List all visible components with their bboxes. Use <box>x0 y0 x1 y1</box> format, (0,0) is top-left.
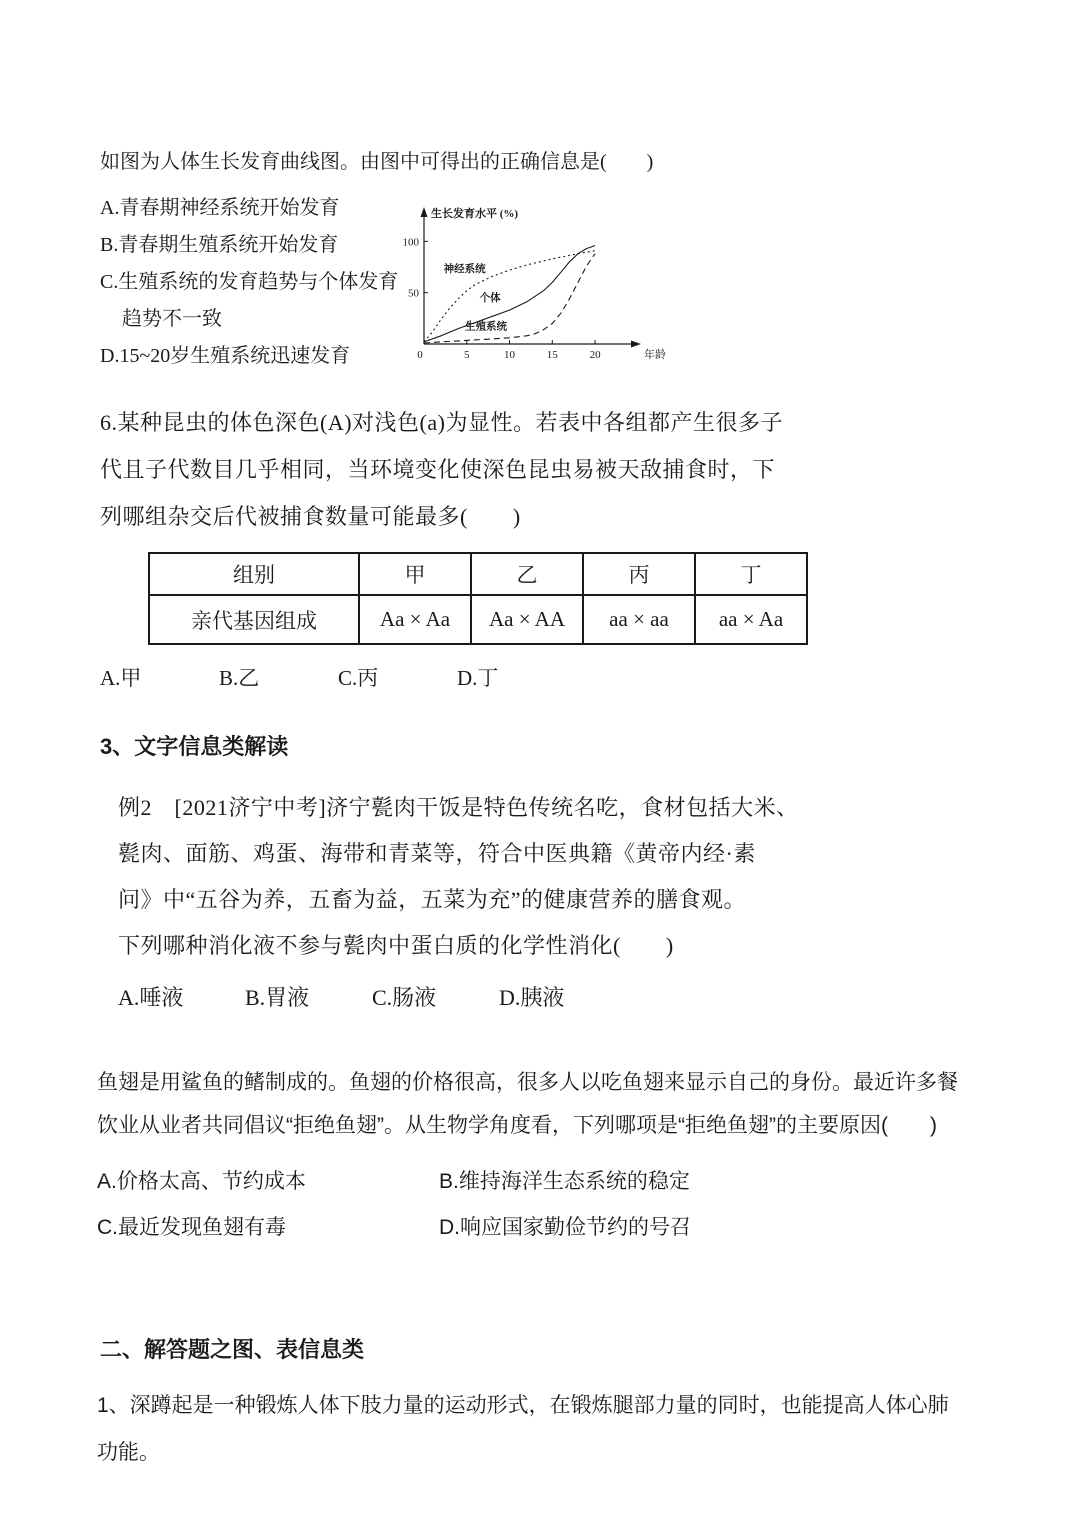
sharkfin-answer-option: D.响应国家勤俭节约的号召 <box>439 1216 691 1239</box>
chart-wrap <box>390 204 682 381</box>
example2-answer-option: C.肠液 <box>372 985 437 1010</box>
example2-line: 例2 [2021济宁中考]济宁甏肉干饭是特色传统名吃，食材包括大米、 <box>118 795 799 820</box>
example2-line: 下列哪种消化液不参与甏肉中蛋白质的化学性消化( ) <box>118 933 674 958</box>
table-cell: Aa × AA <box>471 595 583 644</box>
sharkfin-answer-grid <box>97 1159 990 1251</box>
cross-table <box>148 552 808 645</box>
q6-answer-option: C.丙 <box>338 666 379 690</box>
svg-text:生殖系统: 生殖系统 <box>465 321 508 333</box>
svg-text:个体: 个体 <box>479 292 501 304</box>
q6-answer-option: D.丁 <box>457 666 499 690</box>
svg-text:0: 0 <box>417 349 423 361</box>
table-header-cell: 丙 <box>583 553 695 595</box>
sharkfin-answer-option: C.最近发现鱼翅有毒 <box>97 1216 286 1239</box>
q6-answer-option: A.甲 <box>100 666 142 690</box>
q5-options <box>100 190 399 375</box>
sharkfin-line: 饮业从业者共同倡议“拒绝鱼翅”。从生物学角度看，下列哪项是“拒绝鱼翅”的主要原因( ) <box>97 1114 937 1137</box>
table-header-row <box>149 553 807 595</box>
svg-text:5: 5 <box>464 349 470 361</box>
q5-option-c-cont: 趋势不一致 <box>122 308 222 330</box>
table-row <box>149 595 807 644</box>
q5-option-c: C.生殖系统的发育趋势与个体发育 <box>100 271 399 293</box>
q6-line: 列哪组杂交后代被捕食数量可能最多( ) <box>100 504 521 529</box>
example2-answer-option: D.胰液 <box>499 985 565 1010</box>
q6-answer-option: B.乙 <box>219 666 260 690</box>
svg-text:50: 50 <box>408 287 419 300</box>
table-header-cell: 组别 <box>149 553 359 595</box>
example2-paragraph <box>118 785 990 1021</box>
question-growth-curve <box>100 148 990 381</box>
table-header-cell: 甲 <box>359 553 471 595</box>
sharkfin-answer-option: B.维持海洋生态系统的稳定 <box>439 1170 690 1193</box>
q5-body <box>100 190 990 381</box>
q6-line: 6.某种昆虫的体色深色(A)对浅色(a)为显性。若表中各组都产生很多子 <box>100 410 783 435</box>
sharkfin-paragraph <box>97 1061 990 1147</box>
q5-option-d: D.15~20岁生殖系统迅速发育 <box>100 345 351 367</box>
svg-text:20: 20 <box>589 349 601 361</box>
sharkfin-line: 鱼翅是用鲨鱼的鳍制成的。鱼翅的价格很高，很多人以吃鱼翅来显示自己的身份。最近许多餐 <box>97 1071 958 1094</box>
example2-answer-option: B.胃液 <box>245 985 310 1010</box>
table-cell: aa × aa <box>583 595 695 644</box>
section3-heading: 3、文字信息类解读 <box>100 734 289 759</box>
svg-text:神经系统: 神经系统 <box>443 264 486 276</box>
example2-line: 甏肉、面筋、鸡蛋、海带和青菜等，符合中医典籍《黄帝内经·素 <box>118 841 756 866</box>
question-squat <box>97 1382 990 1476</box>
example2-answer-row <box>118 975 990 1021</box>
q1-line: 1、深蹲起是一种锻炼人体下肢力量的运动形式，在锻炼腿部力量的同时，也能提高人体心肺 <box>97 1394 949 1417</box>
question-insect-genetics <box>100 399 990 540</box>
q5-option-a: A.青春期神经系统开始发育 <box>100 197 340 219</box>
sharkfin-answer-option: A.价格太高、节约成本 <box>97 1170 306 1193</box>
svg-text:100: 100 <box>402 236 419 249</box>
svg-text:年龄: 年龄 <box>644 349 666 361</box>
table-cell: aa × Aa <box>695 595 807 644</box>
svg-text:生长发育水平 (%): 生长发育水平 (%) <box>431 208 519 220</box>
q6-line: 代且子代数目几乎相同，当环境变化使深色昆虫易被天敌捕食时，下 <box>100 457 776 482</box>
svg-text:15: 15 <box>546 349 558 361</box>
q5-option-b: B.青春期生殖系统开始发育 <box>100 234 339 256</box>
example2-answer-option: A.唾液 <box>118 985 184 1010</box>
q6-answer-row <box>100 662 990 692</box>
table-row-label: 亲代基因组成 <box>149 595 359 644</box>
growth-curve-chart <box>390 204 682 376</box>
q1-line: 功能。 <box>97 1441 160 1464</box>
table-cell: Aa × Aa <box>359 595 471 644</box>
table-header-cell: 丁 <box>695 553 807 595</box>
svg-text:10: 10 <box>504 349 516 361</box>
table-header-cell: 乙 <box>471 553 583 595</box>
q5-stem: 如图为人体生长发育曲线图。由图中可得出的正确信息是( ) <box>100 151 654 173</box>
example2-line: 问》中“五谷为养，五畜为益，五菜为充”的健康营养的膳食观。 <box>118 887 747 912</box>
section2-heading: 二、解答题之图、表信息类 <box>100 1337 365 1362</box>
